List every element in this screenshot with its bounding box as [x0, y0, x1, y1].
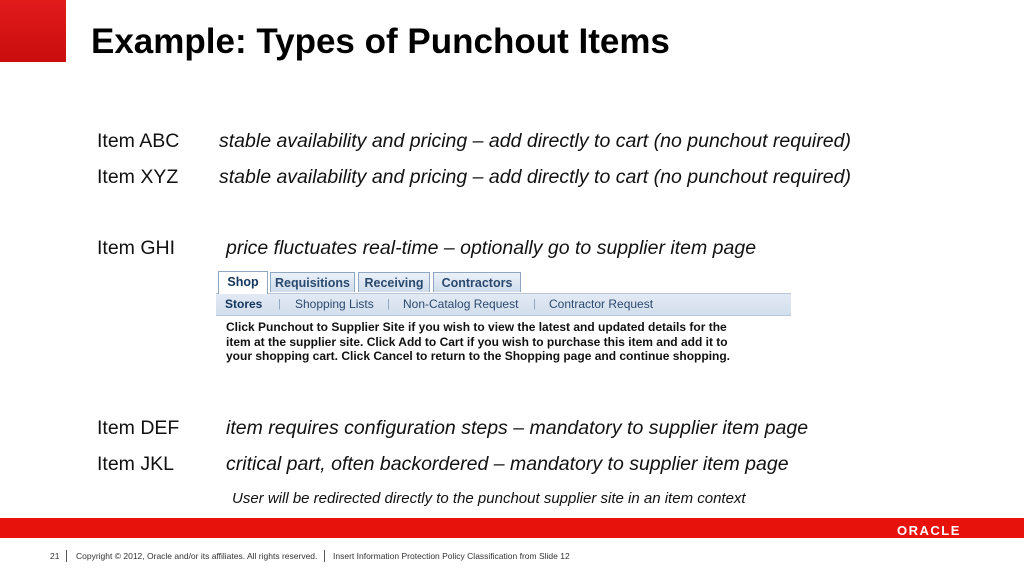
subtab-stores[interactable]: Stores — [225, 297, 263, 311]
item-desc-ghi: price fluctuates real-time – optionally go to supplier item page — [226, 237, 757, 259]
oracle-logo: ORACLE — [897, 523, 961, 538]
item-label-def: Item DEF — [97, 417, 180, 439]
footer-red-bar — [0, 518, 1024, 538]
subtab-contractor-request[interactable]: Contractor Request — [549, 297, 654, 311]
subtab-non-catalog-request[interactable]: Non-Catalog Request — [403, 297, 519, 311]
tab-bar — [216, 269, 791, 294]
item-desc-xyz: stable availability and pricing – add directly to cart (no punchout required) — [219, 166, 851, 188]
subtab-shopping-lists[interactable]: Shopping Lists — [295, 297, 374, 311]
item-label-abc: Item ABC — [97, 130, 180, 152]
subtab-separator: | — [278, 298, 281, 310]
copyright-text: Copyright © 2012, Oracle and/or its affiliates. All rights reserved. — [76, 551, 318, 561]
subtab-separator: | — [387, 298, 390, 310]
footer-divider — [324, 550, 325, 562]
page-number: 21 — [50, 551, 60, 561]
message-line: Click Punchout to Supplier Site if you wish to view the latest and updated details for the — [226, 320, 727, 334]
item-desc-def: item requires configuration steps – mandatory to supplier item page — [226, 417, 809, 439]
item-desc-jkl: critical part, often backordered – mandatory to supplier item page — [226, 453, 789, 475]
item-label-jkl: Item JKL — [97, 453, 174, 475]
message-line: item at the supplier site. Click Add to Cart if you wish to purchase this item and add it to — [226, 334, 728, 349]
message-line: your shopping cart. Click Cancel to return to the Shopping page and continue shopping. — [226, 349, 731, 363]
item-desc-abc: stable availability and pricing – add directly to cart (no punchout required) — [219, 130, 851, 152]
corner-red-square — [0, 0, 66, 62]
item-label-ghi: Item GHI — [97, 237, 176, 259]
redirect-note: User will be redirected directly to the punchout supplier site in an item context — [232, 490, 746, 507]
tab-receiving[interactable]: Receiving — [358, 272, 430, 292]
classification-text: Insert Information Protection Policy Classification from Slide 12 — [333, 551, 570, 561]
footer-divider — [66, 550, 67, 562]
slide-title: Example: Types of Punchout Items — [91, 22, 670, 61]
tab-requisitions[interactable]: Requisitions — [270, 272, 355, 292]
punchout-message — [226, 320, 786, 364]
tab-contractors[interactable]: Contractors — [433, 272, 521, 292]
item-label-xyz: Item XYZ — [97, 166, 179, 188]
tab-shop[interactable]: Shop — [218, 271, 268, 294]
punchout-screenshot — [216, 269, 791, 370]
subtab-separator: | — [533, 298, 536, 310]
subtab-bar — [216, 294, 791, 316]
